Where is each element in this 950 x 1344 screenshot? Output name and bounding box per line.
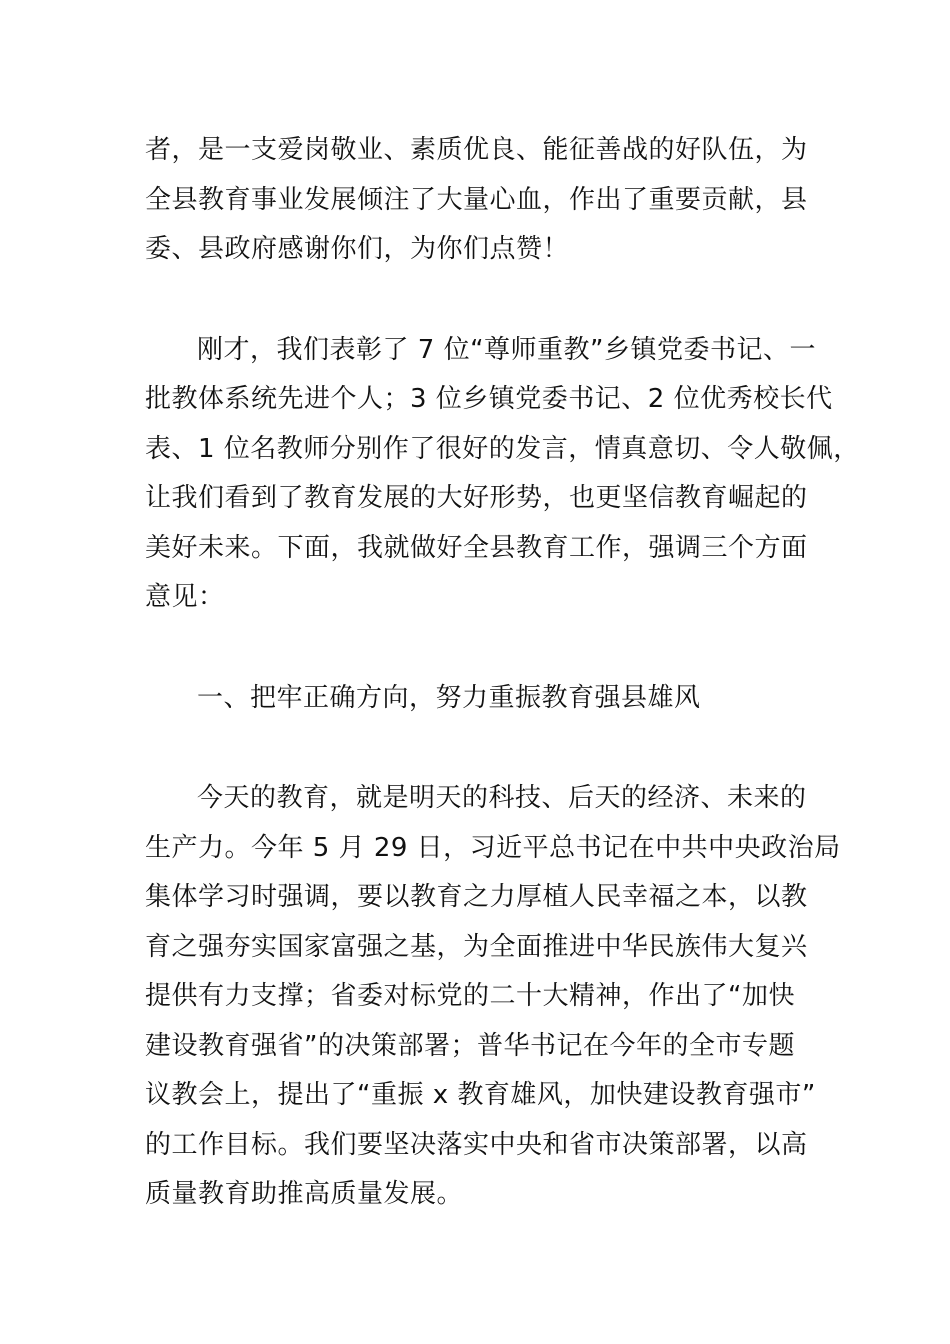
text-line: 表、1 位名教师分别作了很好的发言，情真意切、令人敬佩， <box>145 433 860 464</box>
text-line: 提供有力支撑；省委对标党的二十大精神，作出了“加快 <box>145 981 795 1011</box>
text-line: 集体学习时强调，要以教育之力厚植人民幸福之本，以教 <box>145 882 808 912</box>
text-line: 的工作目标。我们要坚决落实中央和省市决策部署，以高 <box>145 1129 808 1160</box>
text-line: 刚才，我们表彰了 7 位“尊师重教”乡镇党委书记、一 <box>197 334 817 365</box>
text-line: 批教体系统先进个人；3 位乡镇党委书记、2 位优秀校长代 <box>145 384 833 414</box>
text-line: 建设教育强省”的决策部署；普华书记在今年的全市专题 <box>145 1030 795 1061</box>
paragraph-gap <box>145 275 825 326</box>
text-line: 育之强夯实国家富强之基，为全面推进中华民族伟大复兴 <box>145 931 808 962</box>
heading-line: 一、把牢正确方向，努力重振教育强县雄风 <box>197 682 701 713</box>
paragraph-commendation <box>145 326 860 623</box>
text-line: 美好未来。下面，我就做好全县教育工作，强调三个方面 <box>145 532 808 563</box>
text-line: 者，是一支爱岗敬业、素质优良、能征善战的好队伍，为 <box>145 135 808 165</box>
text-line: 生产力。今年 5 月 29 日，习近平总书记在中共中央政治局 <box>145 832 841 863</box>
text-line: 让我们看到了教育发展的大好形势，也更坚信教育崛起的 <box>145 483 808 513</box>
text-line: 议教会上，提出了“重振 x 教育雄风，加快建设教育强市” <box>145 1080 816 1110</box>
paragraph-continuation <box>145 126 825 275</box>
section-heading <box>145 674 825 724</box>
paragraph-gap <box>145 723 825 774</box>
paragraph-gap <box>145 623 825 674</box>
text-line: 质量教育助推高质量发展。 <box>145 1179 464 1209</box>
text-line: 委、县政府感谢你们，为你们点赞！ <box>145 234 570 264</box>
text-line: 全县教育事业发展倾注了大量心血，作出了重要贡献，县 <box>145 184 808 215</box>
document-body <box>145 126 860 1220</box>
paragraph-education <box>145 774 841 1220</box>
text-line: 今天的教育，就是明天的科技、后天的经济、未来的 <box>197 783 807 813</box>
text-line: 意见： <box>145 582 225 612</box>
